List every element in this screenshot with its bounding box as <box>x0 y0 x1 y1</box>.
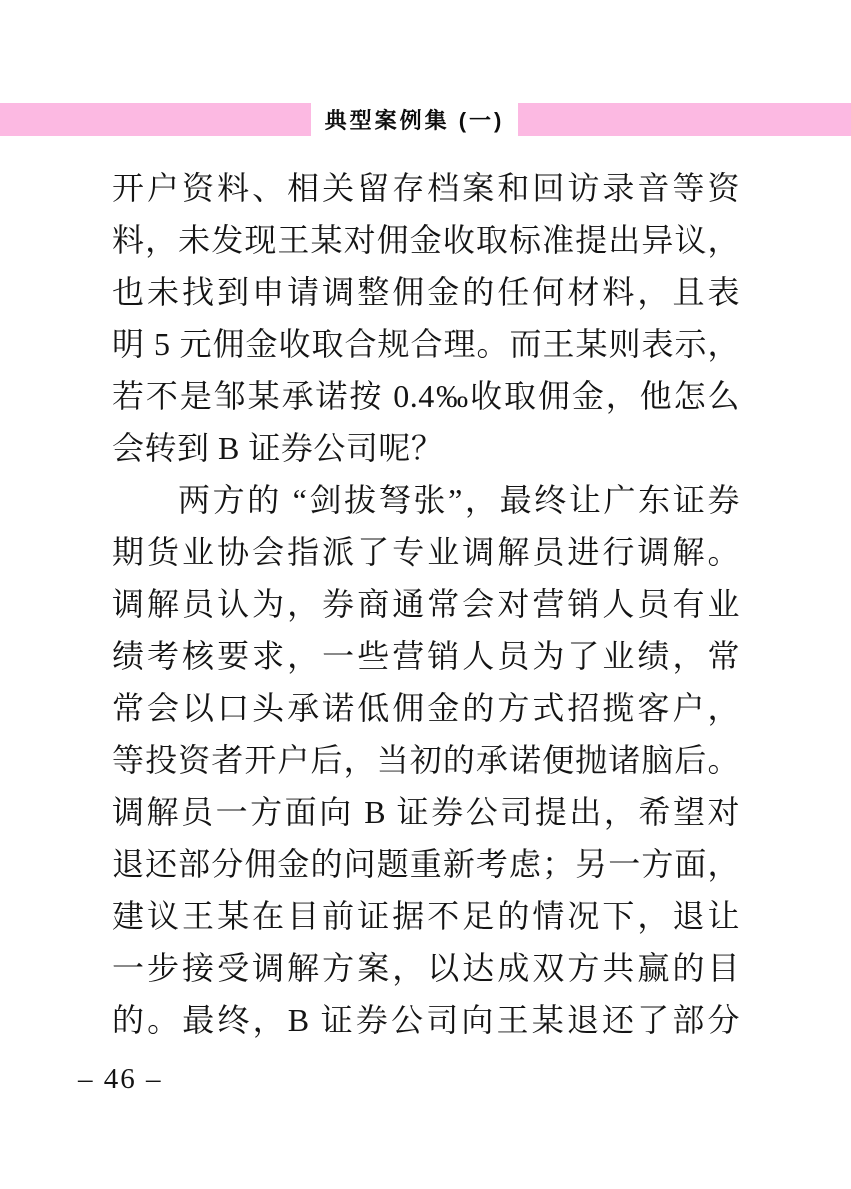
text-line: 调解员认为，券商通常会对营销人员有业 <box>112 586 740 622</box>
text-line: 退还部分佣金的问题重新考虑；另一方面， <box>112 846 740 882</box>
text-line: 会转到 B 证券公司呢？ <box>112 430 444 466</box>
text-line: 绩考核要求，一些营销人员为了业绩，常 <box>112 638 740 674</box>
page-number: – 46 – <box>78 1063 163 1095</box>
text-line: 若不是邹某承诺按 0.4‰收取佣金，他怎么 <box>112 378 740 414</box>
text-line: 两方的 “剑拔弩张”，最终让广东证券 <box>178 482 740 518</box>
text-line: 开户资料、相关留存档案和回访录音等资 <box>112 170 740 206</box>
text-line: 建议王某在目前证据不足的情况下，退让 <box>112 898 740 934</box>
text-line: 明 5 元佣金收取合规合理。而王某则表示， <box>112 326 740 362</box>
text-line: 常会以口头承诺低佣金的方式招揽客户， <box>112 690 740 726</box>
text-line: 也未找到申请调整佣金的任何材料，且表 <box>112 274 740 310</box>
header-title-box <box>311 103 519 136</box>
text-line: 一步接受调解方案，以达成双方共赢的目 <box>112 950 740 986</box>
text-line: 期货业协会指派了专业调解员进行调解。 <box>112 534 740 570</box>
text-line: 调解员一方面向 B 证券公司提出，希望对 <box>112 794 740 830</box>
text-line: 的。最终，B 证券公司向王某退还了部分 <box>112 1002 740 1038</box>
text-line: 等投资者开户后，当初的承诺便抛诸脑后。 <box>112 742 740 778</box>
body-text <box>112 162 740 1046</box>
text-line: 料，未发现王某对佣金收取标准提出异议， <box>112 222 740 258</box>
header-band <box>0 103 851 136</box>
page-title: 典型案例集 (一) <box>324 108 505 133</box>
